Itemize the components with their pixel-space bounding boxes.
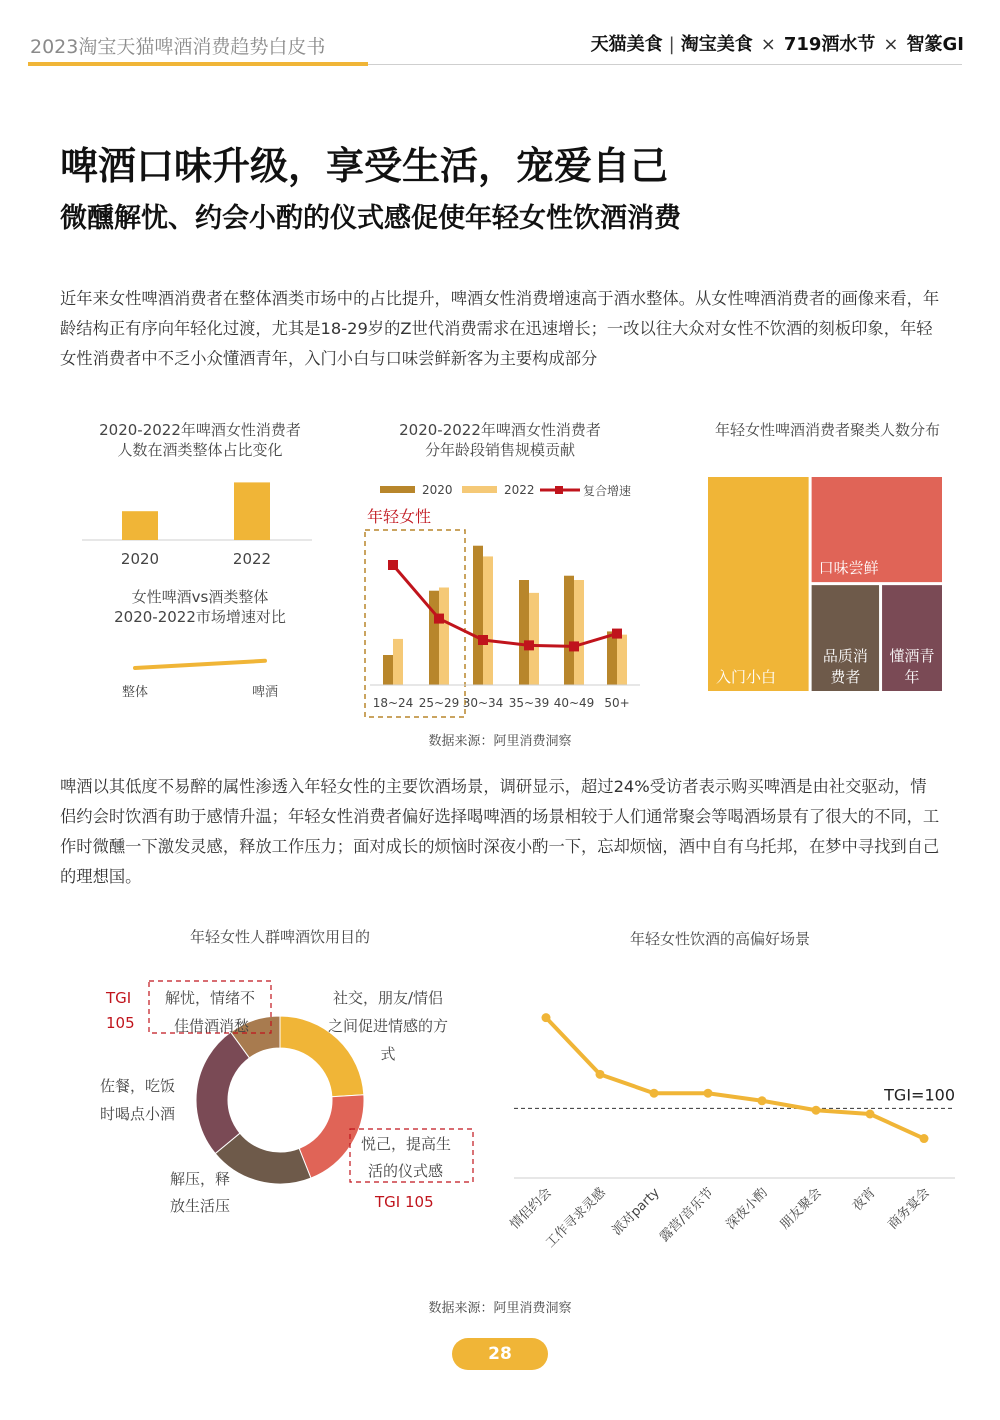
scene-tgi-line-chart [500, 965, 970, 1270]
donut-label: 解压，释 [170, 1170, 231, 1188]
bar-2020 [519, 580, 529, 685]
treemap-label: 口味尝鲜 [818, 559, 879, 578]
legend-swatch-2020 [380, 486, 415, 493]
treemap-label: 入门小白 [716, 668, 777, 686]
intro-paragraph: 近年来女性啤酒消费者在整体酒类市场中的占比提升，啤酒女性消费增速高于酒水整体。从女性啤酒消费者的画像来看，年龄结构正有序向年轻化过渡，尤其是18-29岁的Z世代消费需求在迅速增长；一改以往大众对女性不饮酒的刻板印象，年轻女性消费者中不乏小众懂酒青年，入门小白与口味尝鲜新客为主要构成部分 [60, 289, 940, 368]
page-headline: 啤酒口味升级，享受生活，宠爱自己 [60, 144, 669, 188]
bar-2022 [483, 556, 493, 685]
x-tick-label: 2022 [232, 550, 272, 568]
treemap-cell-beginner [708, 477, 809, 691]
report-title: 2023淘宝天猫啤酒消费趋势白皮书 [30, 36, 326, 58]
x-tick-label: 25~29 [418, 696, 460, 710]
donut-label: 放生活压 [170, 1197, 231, 1215]
logo-separator: | [668, 34, 675, 55]
bar-2022 [529, 593, 539, 685]
growth-marker [524, 640, 534, 650]
x-tick-label: 派对party [609, 1185, 663, 1239]
legend-label: 复合增速 [583, 484, 632, 498]
bar [234, 482, 270, 540]
page-number: 28 [452, 1338, 548, 1370]
donut-label: 悦己，提高生 [361, 1135, 452, 1153]
page-subheadline: 微醺解忧、约会小酌的仪式感促使年轻女性饮酒消费 [60, 203, 681, 234]
tmall-food-logo: 天猫美食 [590, 34, 663, 55]
donut-label: 佐餐，吃饭 [100, 1077, 176, 1095]
tgi-line [546, 1018, 924, 1139]
age-chart-title [375, 420, 625, 460]
x-tick-label: 35~39 [508, 696, 550, 710]
tgi-label: TGI 105 [375, 1193, 434, 1211]
share-chart-title [80, 420, 320, 460]
x-tick-label: 40~49 [553, 696, 595, 710]
growth-marker [434, 614, 444, 624]
x-tick-label: 商务宴会 [885, 1185, 933, 1233]
legend-label: 2020 [422, 483, 453, 497]
donut-label: 社交，朋友/情侣 [332, 989, 444, 1007]
bar-2020 [383, 655, 393, 685]
treemap-title: 年轻女性啤酒消费者聚类人数分布 [714, 421, 940, 439]
x-tick-label: 朋友聚会 [777, 1185, 825, 1233]
bar-2022 [574, 580, 584, 685]
share-chart-title-line: 人数在酒类整体占比变化 [117, 441, 283, 459]
growth-chart-title-line: 2020-2022市场增速对比 [114, 608, 286, 626]
donut-label: 式 [380, 1045, 396, 1063]
tgi-point [812, 1106, 821, 1115]
donut-label: 活的仪式感 [368, 1162, 444, 1180]
growth-marker [569, 641, 579, 651]
x-tick-label: 工作寻求灵感 [543, 1185, 609, 1251]
tgi-point [758, 1096, 767, 1105]
x-tick-label: 露营/音乐节 [657, 1185, 717, 1245]
treemap-label: 懂酒青 [889, 647, 935, 665]
purpose-chart-title: 年轻女性人群啤酒饮用目的 [189, 928, 370, 946]
x-tick-label: 2020 [120, 550, 160, 568]
bar-2022 [439, 588, 449, 686]
treemap-label: 年 [904, 668, 920, 686]
growth-chart-title-line: 女性啤酒vs酒类整体 [131, 588, 269, 606]
growth-marker [612, 629, 622, 639]
donut-label: 时喝点小酒 [100, 1105, 176, 1123]
scene-paragraph: 啤酒以其低度不易醉的属性渗透入年轻女性的主要饮酒场景，调研显示，超过24%受访者表示购买啤酒是由社交驱动，情侣约会时饮酒有助于感情升温；年轻女性消费者偏好选择喝啤酒的场景相较于人们通常聚会等喝酒场景有了很大的不同，工作时微醺一下激发灵感，释放工作压力；面对成长的烦恼时深夜小酌一下，忘却烦恼，酒中自有乌托邦，在梦中寻找到自己的理想国。 [60, 777, 940, 886]
header-accent-line [28, 62, 368, 66]
donut-slice [299, 1095, 364, 1178]
bar-2020 [564, 576, 574, 685]
purpose-donut-chart [90, 970, 490, 1220]
age-combo-chart [355, 475, 645, 720]
treemap-label: 费者 [830, 668, 861, 686]
donut-label: 佳借酒消愁 [174, 1017, 250, 1035]
x-tick-label: 18~24 [372, 696, 414, 710]
tgi-point [596, 1070, 605, 1079]
x-tick-label: 整体 [121, 685, 149, 700]
share-chart-title-line: 2020-2022年啤酒女性消费者 [99, 421, 301, 439]
donut-label: 解忧，情绪不 [165, 989, 256, 1007]
tgi-label: TGI [106, 989, 132, 1007]
legend-label: 2022 [504, 483, 535, 497]
times-icon: × [760, 34, 776, 55]
share-bar-chart [80, 470, 320, 575]
cluster-treemap [708, 477, 944, 693]
bar [122, 511, 158, 540]
gi-logo: 智篆GI [906, 34, 964, 55]
times-icon: × [883, 34, 899, 55]
x-tick-label: 夜宵 [849, 1185, 879, 1215]
partner-logos [591, 30, 964, 56]
bar-2022 [393, 639, 403, 685]
tgi-value: 105 [106, 1014, 135, 1032]
x-tick-label: 啤酒 [251, 685, 279, 700]
age-chart-title-line: 分年龄段销售规模贡献 [424, 441, 575, 459]
x-tick-label: 深夜小酌 [723, 1185, 771, 1233]
tgi-point [704, 1089, 713, 1098]
series-line [135, 661, 265, 668]
bar-2020 [429, 591, 439, 685]
growth-chart-title [80, 587, 320, 627]
taobao-food-logo: 淘宝美食 [680, 34, 753, 55]
data-source: 数据来源：阿里消费洞察 [428, 734, 572, 749]
bar-2020 [607, 631, 617, 685]
growth-marker [478, 635, 488, 645]
growth-marker [388, 560, 398, 570]
bar-2022 [617, 635, 627, 685]
x-tick-label: 50+ [604, 696, 630, 710]
tgi-point [542, 1013, 551, 1022]
treemap-label: 品质消 [822, 647, 868, 665]
data-source: 数据来源：阿里消费洞察 [428, 1301, 572, 1316]
bar-2020 [473, 546, 483, 685]
legend-marker [555, 486, 563, 494]
tgi-point [866, 1110, 875, 1119]
tgi-point [650, 1089, 659, 1098]
x-tick-label: 情侣约会 [507, 1185, 555, 1233]
719-festival-logo: 719酒水节 [783, 34, 876, 55]
growth-line-chart [100, 636, 300, 706]
young-women-annotation: 年轻女性 [367, 507, 432, 526]
tgi-point [920, 1134, 929, 1143]
header-divider [368, 64, 962, 65]
age-chart-title-line: 2020-2022年啤酒女性消费者 [399, 421, 601, 439]
legend-swatch-2022 [462, 486, 497, 493]
donut-label: 之间促进情感的方 [327, 1017, 449, 1035]
x-tick-label: 30~34 [462, 696, 504, 710]
tgi-reference-label: TGI=100 [884, 1085, 955, 1105]
scene-chart-title: 年轻女性饮酒的高偏好场景 [629, 930, 810, 948]
